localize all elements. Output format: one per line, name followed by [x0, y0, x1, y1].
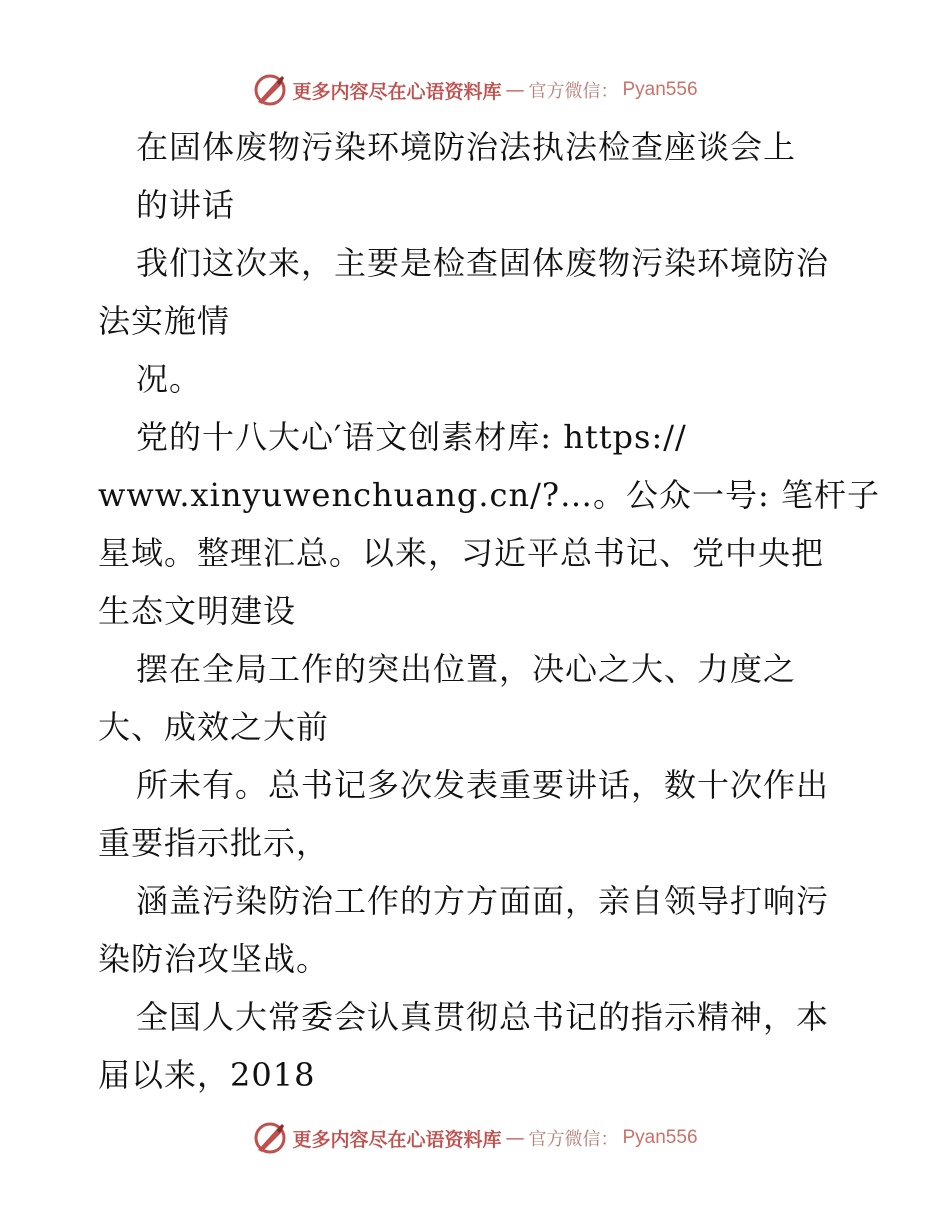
banner-wechat-label: 官方微信： — [528, 81, 619, 102]
text-line: 所未有。总书记多次发表重要讲话，数十次作出 — [136, 766, 830, 804]
text-line: 党的十八大心′语文创素材库: https:// — [136, 418, 687, 456]
text-line: 全国人大常委会认真贯彻总书记的指示精神，本 — [136, 998, 830, 1036]
document-body — [98, 118, 880, 1104]
text-line: 生态文明建设 — [98, 592, 297, 630]
banner-wechat-id: Pyan556 — [622, 79, 698, 100]
banner-title: 更多内容尽在心语资料库 — [292, 80, 502, 103]
banner-wechat-id: Pyan556 — [622, 1127, 698, 1148]
text-line: 我们这次来，主要是检查固体废物污染环境防治 — [136, 244, 830, 282]
pen-logo-icon — [252, 72, 288, 108]
text-line: 摆在全局工作的突出位置，决心之大、力度之 — [136, 650, 797, 688]
text-line: www.xinyuwenchuang.cn/?…。公众一号: 笔杆子 — [98, 476, 880, 514]
banner-dash: — — [505, 1127, 525, 1149]
banner-wechat-label: 官方微信： — [528, 1129, 619, 1150]
footer-banner — [0, 1118, 950, 1158]
text-line: 涵盖污染防治工作的方方面面，亲自领导打响污 — [136, 882, 830, 920]
text-line: 星域。整理汇总。以来，习近平总书记、党中央把 — [98, 534, 825, 572]
text-line: 在固体废物污染环境防治法执法检查座谈会上 — [136, 128, 797, 166]
pen-logo-icon — [252, 1120, 288, 1156]
text-line: 染防治攻坚战。 — [98, 940, 330, 978]
text-line: 法实施情 — [98, 302, 231, 340]
header-banner — [0, 70, 950, 110]
text-line: 大、成效之大前 — [98, 708, 330, 746]
banner-dash: — — [505, 79, 525, 101]
banner-title: 更多内容尽在心语资料库 — [292, 1128, 502, 1151]
text-line: 的讲话 — [136, 186, 236, 224]
text-line: 届以来，2018 — [98, 1056, 316, 1094]
text-line: 重要指示批示， — [98, 824, 330, 862]
text-line: 况。 — [136, 360, 203, 398]
